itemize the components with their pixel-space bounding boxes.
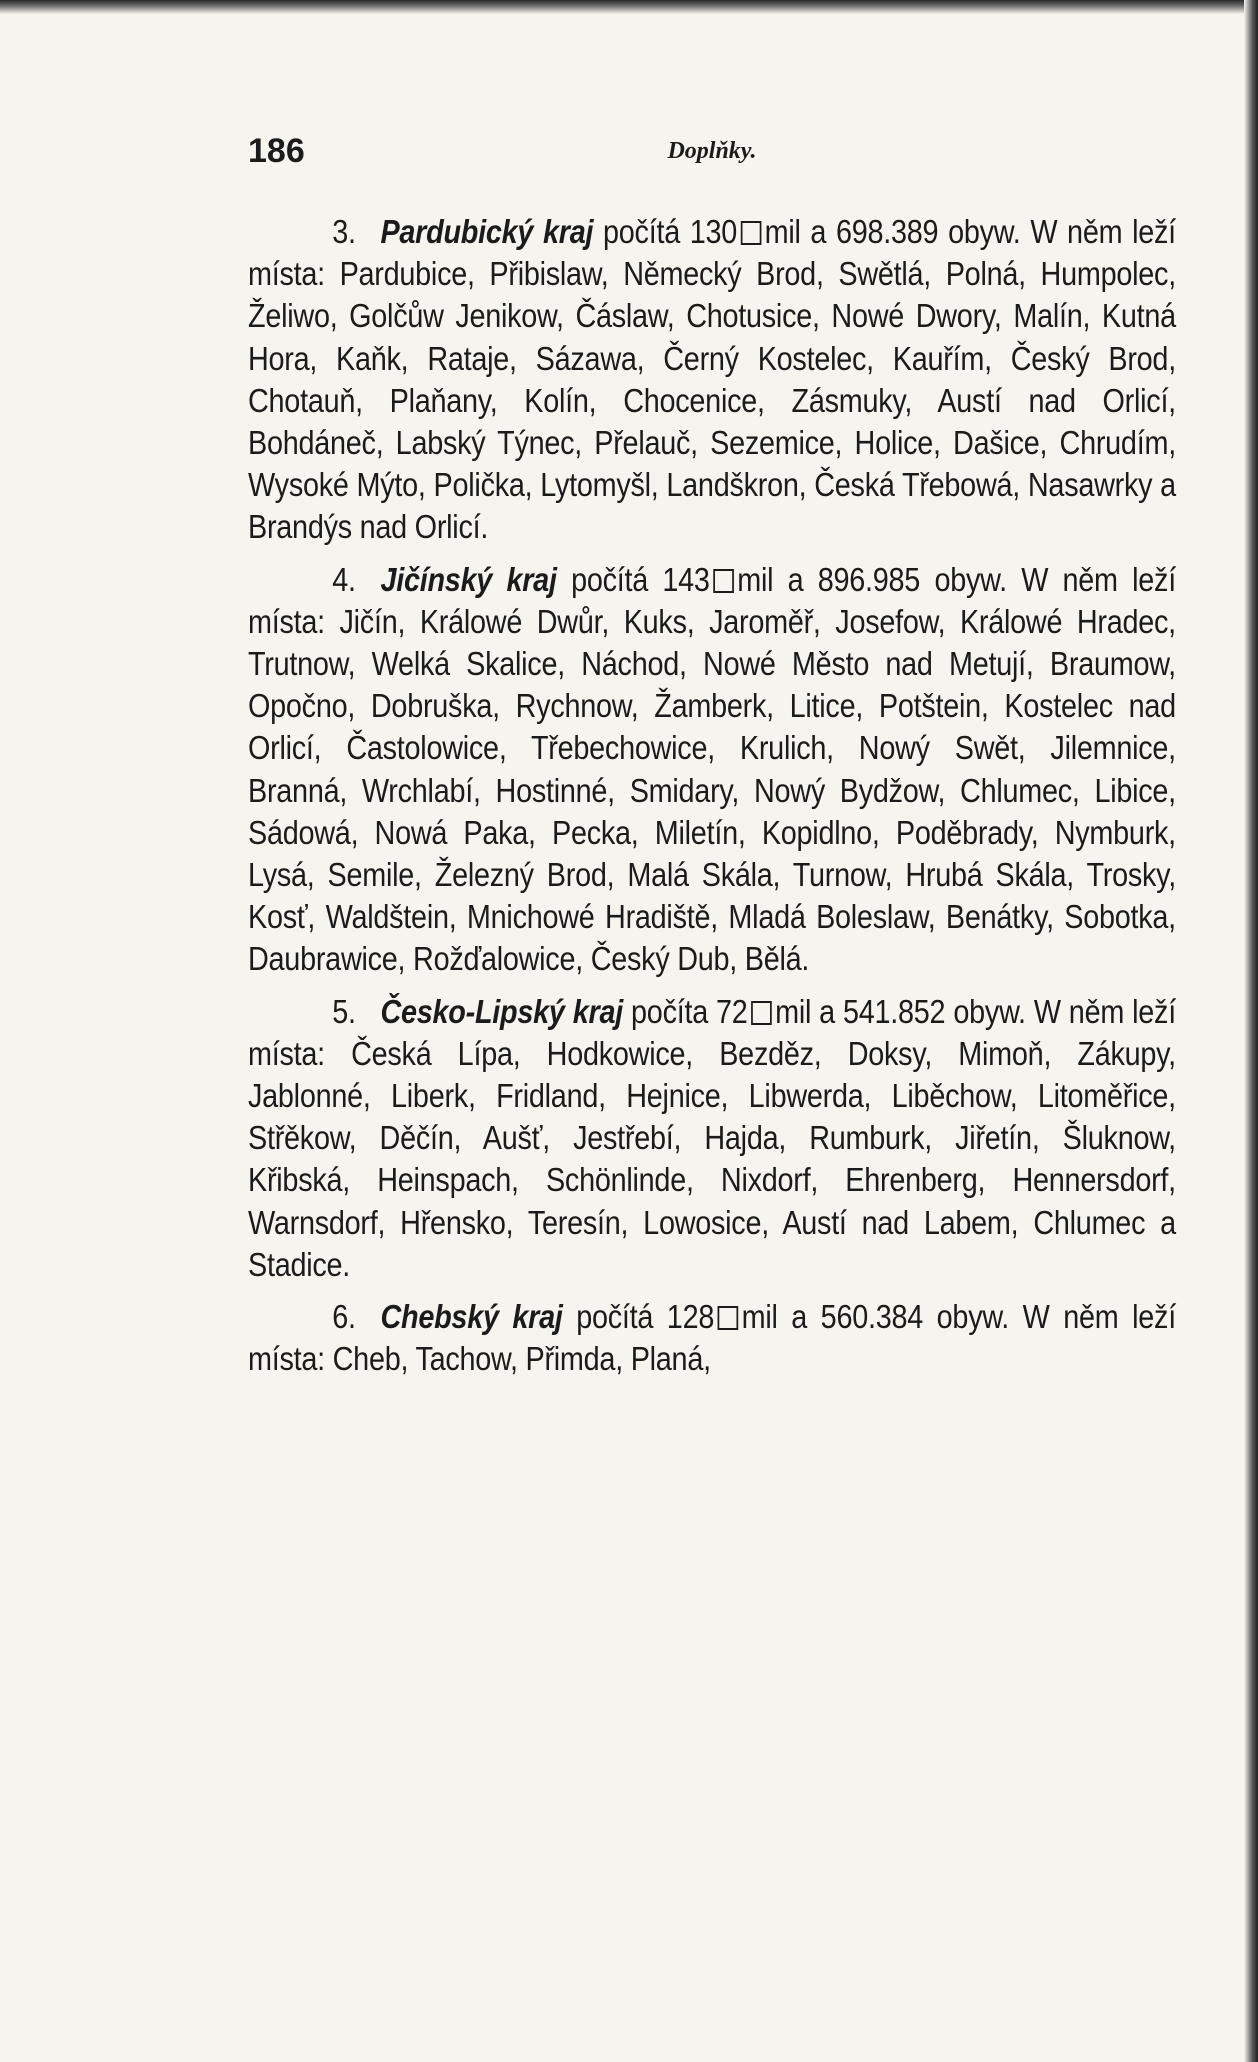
paragraph-region-6 xyxy=(248,1297,1176,1381)
paragraph-text: obyw. W něm leží místa: Jičín, Králowé Dwůr, Kuks, Jaroměř, Josefow, Králowé Hradec, Trutnow, Welká Skalice, Náchod, Nowé Město nad Metují, Braumow, Opočno, Dobruška, Rychnow, Žamberk, Litice, Potštein, Kostelec nad Orlicí, Častolowice, Třebechowice, Krulich, Nowý Swět, Jilemnice, Branná, Wrchlabí, Hostinné, Smidary, Nowý Bydžow, Chlumec, Libice, Sádowá, Nowá Paka, Pecka, Miletín, Kopidlno, Poděbrady, Nymburk, Lysá, Semile, Železný Brod, Malá Skála, Turnow, Hrubá Skála, Trosky, Kosť, Waldštein, Mnichowé Hradiště, Mladá Boleslaw, Benátky, Sobotka, Daubrawice, Rožďalowice, Český Dub, Bělá. xyxy=(248,561,1176,979)
area-prefix: počítá 128 xyxy=(576,1299,715,1337)
paragraph-region-3 xyxy=(248,212,1176,550)
scan-top-border xyxy=(0,0,1258,14)
square-symbol-icon xyxy=(713,569,734,593)
paragraph-region-4 xyxy=(248,560,1176,982)
region-name: Česko-Lipský kraj xyxy=(380,993,623,1031)
square-symbol-icon xyxy=(751,1001,772,1025)
paragraph-text: obyw. W něm leží místa: Pardubice, Přibislaw, Německý Brod, Swětlá, Polná, Humpolec, Želiwo, Golčůw Jenikow, Čáslaw, Chotusice, Nowé Dwory, Malín, Kutná Hora, Kaňk, Rataje, Sázawa, Černý Kostelec, Kauřím, Český Brod, Chotauň, Plaňany, Kolín, Chocenice, Zásmuky, Austí nad Orlicí, Bohdáneč, Labský Týnec, Přelauč, Sezemice, Holice, Dašice, Chrudím, Wysoké Mýto, Polička, Lytomyšl, Landškron, Česká Třebowá, Nasawrky a Brandýs nad Orlicí. xyxy=(248,214,1176,547)
scan-right-border xyxy=(1244,0,1258,2062)
area-prefix: počítá 130 xyxy=(603,214,738,251)
paragraph-region-5 xyxy=(248,992,1176,1287)
paragraph-text: obyw. W něm leží místa: Česká Lípa, Hodkowice, Bezděz, Doksy, Mimoň, Zákupy, Jablonné, Liberk, Fridland, Hejnice, Libwerda, Liběchow, Litoměřice, Střěkow, Děčín, Aušť, Jestřebí, Hajda, Rumburk, Jiřetín, Šluknow, Křibská, Heinspach, Schönlinde, Nixdorf, Ehrenberg, Hennersdorf, Warnsdorf, Hřensko, Teresín, Lowosice, Austí nad Labem, Chlumec a Stadice. xyxy=(248,993,1176,1284)
area-suffix: mil a 541.852 xyxy=(775,993,946,1031)
area-prefix: počítá 143 xyxy=(571,561,710,599)
paragraph-number: 3. xyxy=(332,214,356,251)
paragraph-number: 4. xyxy=(332,561,356,599)
body-text xyxy=(248,212,1176,1391)
page-header xyxy=(248,132,1176,182)
running-head: Doplňky. xyxy=(667,138,757,164)
area-suffix: mil a 698.389 xyxy=(764,214,939,251)
area-suffix: mil a 560.384 xyxy=(741,1299,924,1337)
square-symbol-icon xyxy=(718,1306,739,1330)
area-prefix: počíta 72 xyxy=(631,993,748,1031)
square-symbol-icon xyxy=(741,221,762,245)
paragraph-text: obyw. W něm leží místa: Cheb, Tachow, Přimda, Planá, xyxy=(248,1299,1176,1379)
region-name: Pardubický kraj xyxy=(380,214,594,251)
region-name: Chebský kraj xyxy=(380,1299,563,1337)
region-name: Jičínský kraj xyxy=(380,561,557,599)
page-number: 186 xyxy=(248,132,305,170)
area-suffix: mil a 896.985 xyxy=(737,561,921,599)
paragraph-number: 6. xyxy=(332,1299,356,1337)
paragraph-number: 5. xyxy=(332,993,356,1031)
